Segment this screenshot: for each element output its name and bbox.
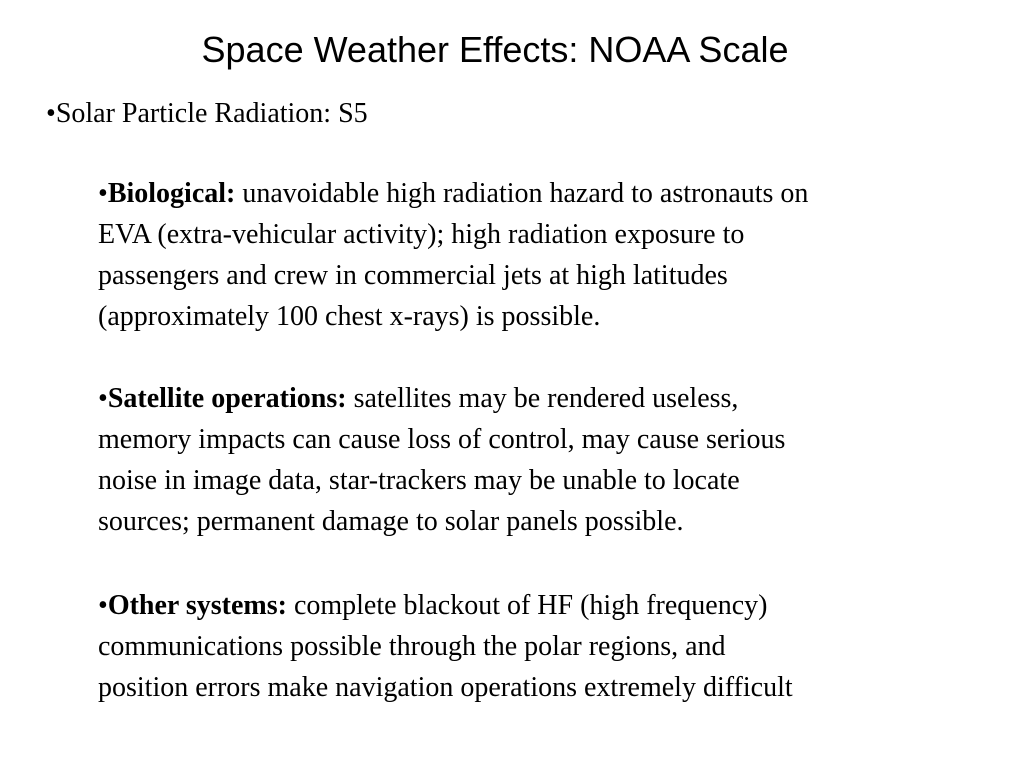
effect-line: memory impacts can cause loss of control, may cause serious	[98, 424, 786, 455]
effect-line: noise in image data, star-trackers may be unable to locate	[98, 465, 740, 496]
effect-first-line	[98, 173, 978, 214]
bullet-marker: •	[98, 178, 108, 209]
effect-heading: Satellite operations:	[107, 383, 347, 414]
bullet-marker: •	[46, 98, 56, 129]
effect-satellite-operations	[98, 378, 978, 542]
effect-text: satellites may be rendered useless,	[346, 383, 739, 414]
effect-line: position errors make navigation operations extremely difficult	[98, 672, 793, 703]
effect-line: (approximately 100 chest x-rays) is possible.	[98, 301, 601, 332]
main-bullet-text: Solar Particle Radiation: S5	[55, 98, 368, 129]
effect-biological	[98, 173, 978, 337]
effect-first-line	[98, 585, 978, 626]
slide-title: Space Weather Effects: NOAA Scale	[201, 29, 789, 70]
bullet-marker: •	[98, 383, 108, 414]
effect-heading: Biological:	[107, 178, 236, 209]
effect-other-systems	[98, 585, 978, 708]
main-bullet	[46, 94, 368, 134]
bullet-marker: •	[98, 590, 108, 621]
effect-heading: Other systems:	[107, 590, 287, 621]
effect-text: unavoidable high radiation hazard to astronauts on	[235, 178, 809, 209]
effect-line: sources; permanent damage to solar panels possible.	[98, 506, 684, 537]
effect-line: passengers and crew in commercial jets at high latitudes	[98, 260, 728, 291]
effect-text: complete blackout of HF (high frequency)	[286, 590, 768, 621]
effect-first-line	[98, 378, 978, 419]
effect-line: communications possible through the polar regions, and	[98, 631, 726, 662]
effect-line: EVA (extra-vehicular activity); high radiation exposure to	[98, 219, 745, 250]
